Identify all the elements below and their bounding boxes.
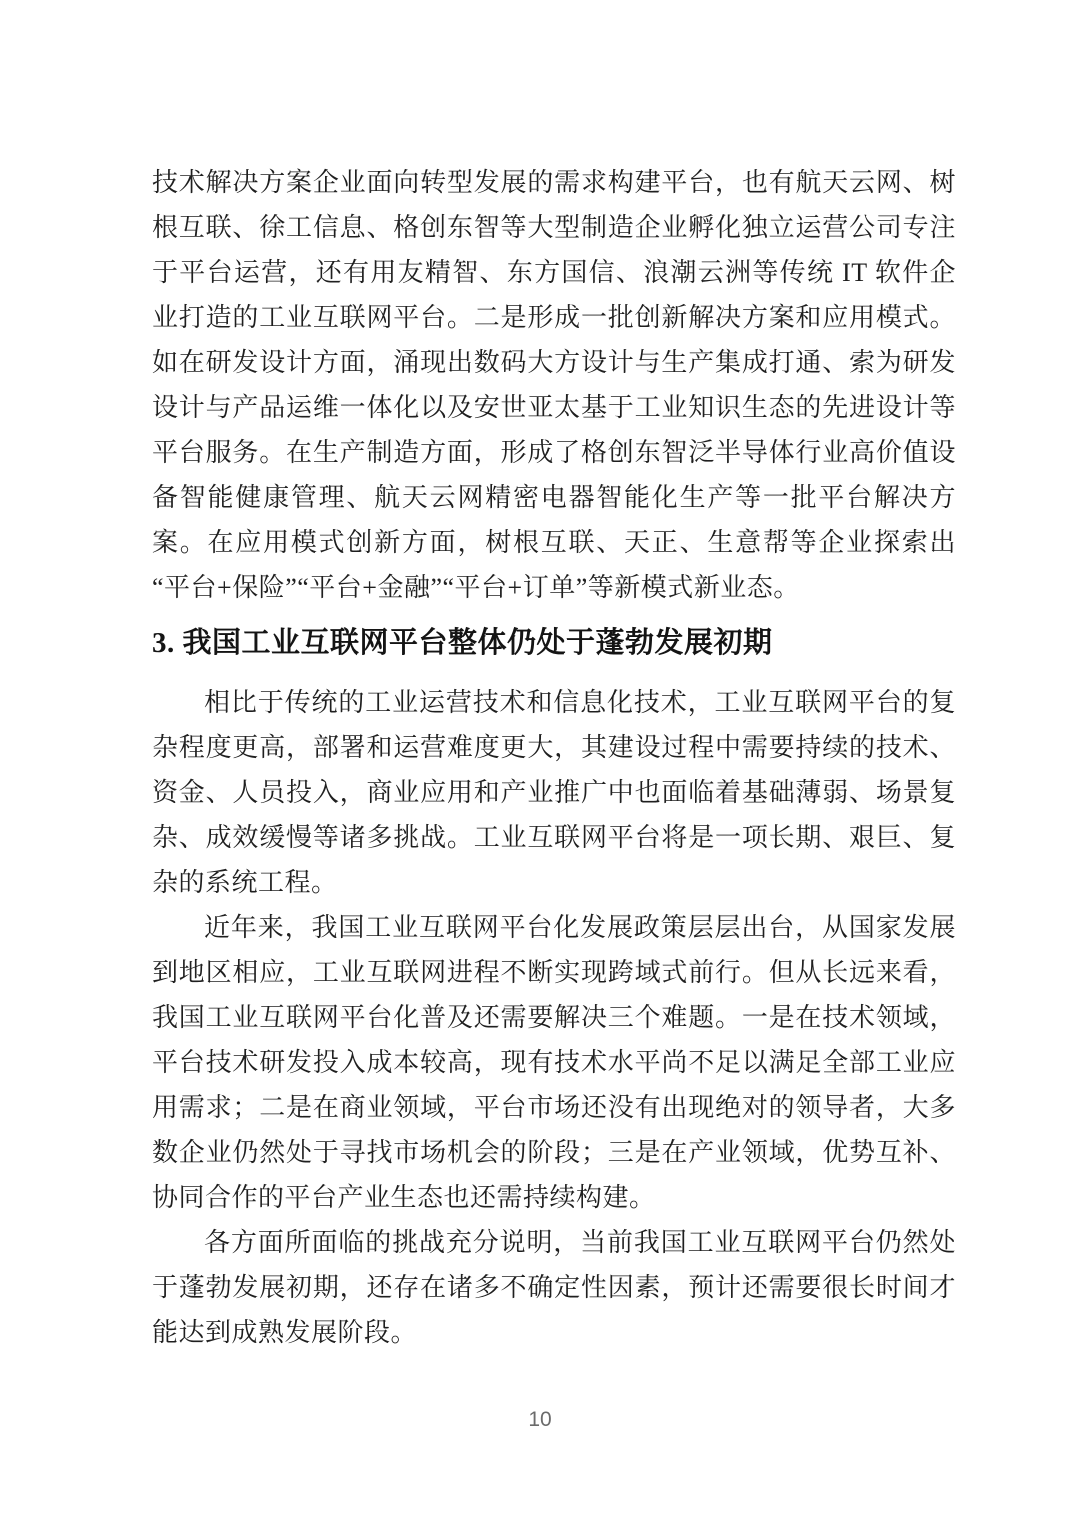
page-number: 10: [528, 1408, 552, 1431]
section-heading: 3. 我国工业互联网平台整体仍处于蓬勃发展初期: [152, 627, 773, 659]
body-paragraph: 近年来，我国工业互联网平台化发展政策层层出台，从国家发展到地区相应，工业互联网进程不断实现跨域式前行。但从长远来看，我国工业互联网平台化普及还需要解决三个难题。一是在技术领域，平台技术研发投入成本较高，现有技术水平尚不足以满足全部工业应用需求；二是在商业领域，平台市场还没有出现绝对的领导者，大多数企业仍然处于寻找市场机会的阶段；三是在产业领域，优势互补、协同合作的平台产业生态也还需持续构建。: [152, 913, 956, 1212]
body-paragraph: 技术解决方案企业面向转型发展的需求构建平台，也有航天云网、树根互联、徐工信息、格创东智等大型制造企业孵化独立运营公司专注于平台运营，还有用友精智、东方国信、浪潮云洲等传统 IT 软件企业打造的工业互联网平台。二是形成一批创新解决方案和应用模式。如在研发设计方面，涌现出数码大方设计与生产集成打通、索为研发设计与产品运维一体化以及安世亚太基于工业知识生态的先进设计等平台服务。在生产制造方面，形成了格创东智泛半导体行业高价值设备智能健康管理、航天云网精密电器智能化生产等一批平台解决方案。在应用模式创新方面，树根互联、天正、生意帮等企业探索出“平台+保险”“平台+金融”“平台+订单”等新模式新业态。: [152, 168, 956, 602]
body-paragraph: 各方面所面临的挑战充分说明，当前我国工业互联网平台仍然处于蓬勃发展初期，还存在诸多不确定性因素，预计还需要很长时间才能达到成熟发展阶段。: [152, 1228, 956, 1347]
page-footer: [0, 1408, 1080, 1432]
page-content: [152, 160, 956, 1355]
body-paragraph: 相比于传统的工业运营技术和信息化技术，工业互联网平台的复杂程度更高，部署和运营难度更大，其建设过程中需要持续的技术、资金、人员投入，商业应用和产业推广中也面临着基础薄弱、场景复杂、成效缓慢等诸多挑战。工业互联网平台将是一项长期、艰巨、复杂的系统工程。: [152, 688, 956, 897]
